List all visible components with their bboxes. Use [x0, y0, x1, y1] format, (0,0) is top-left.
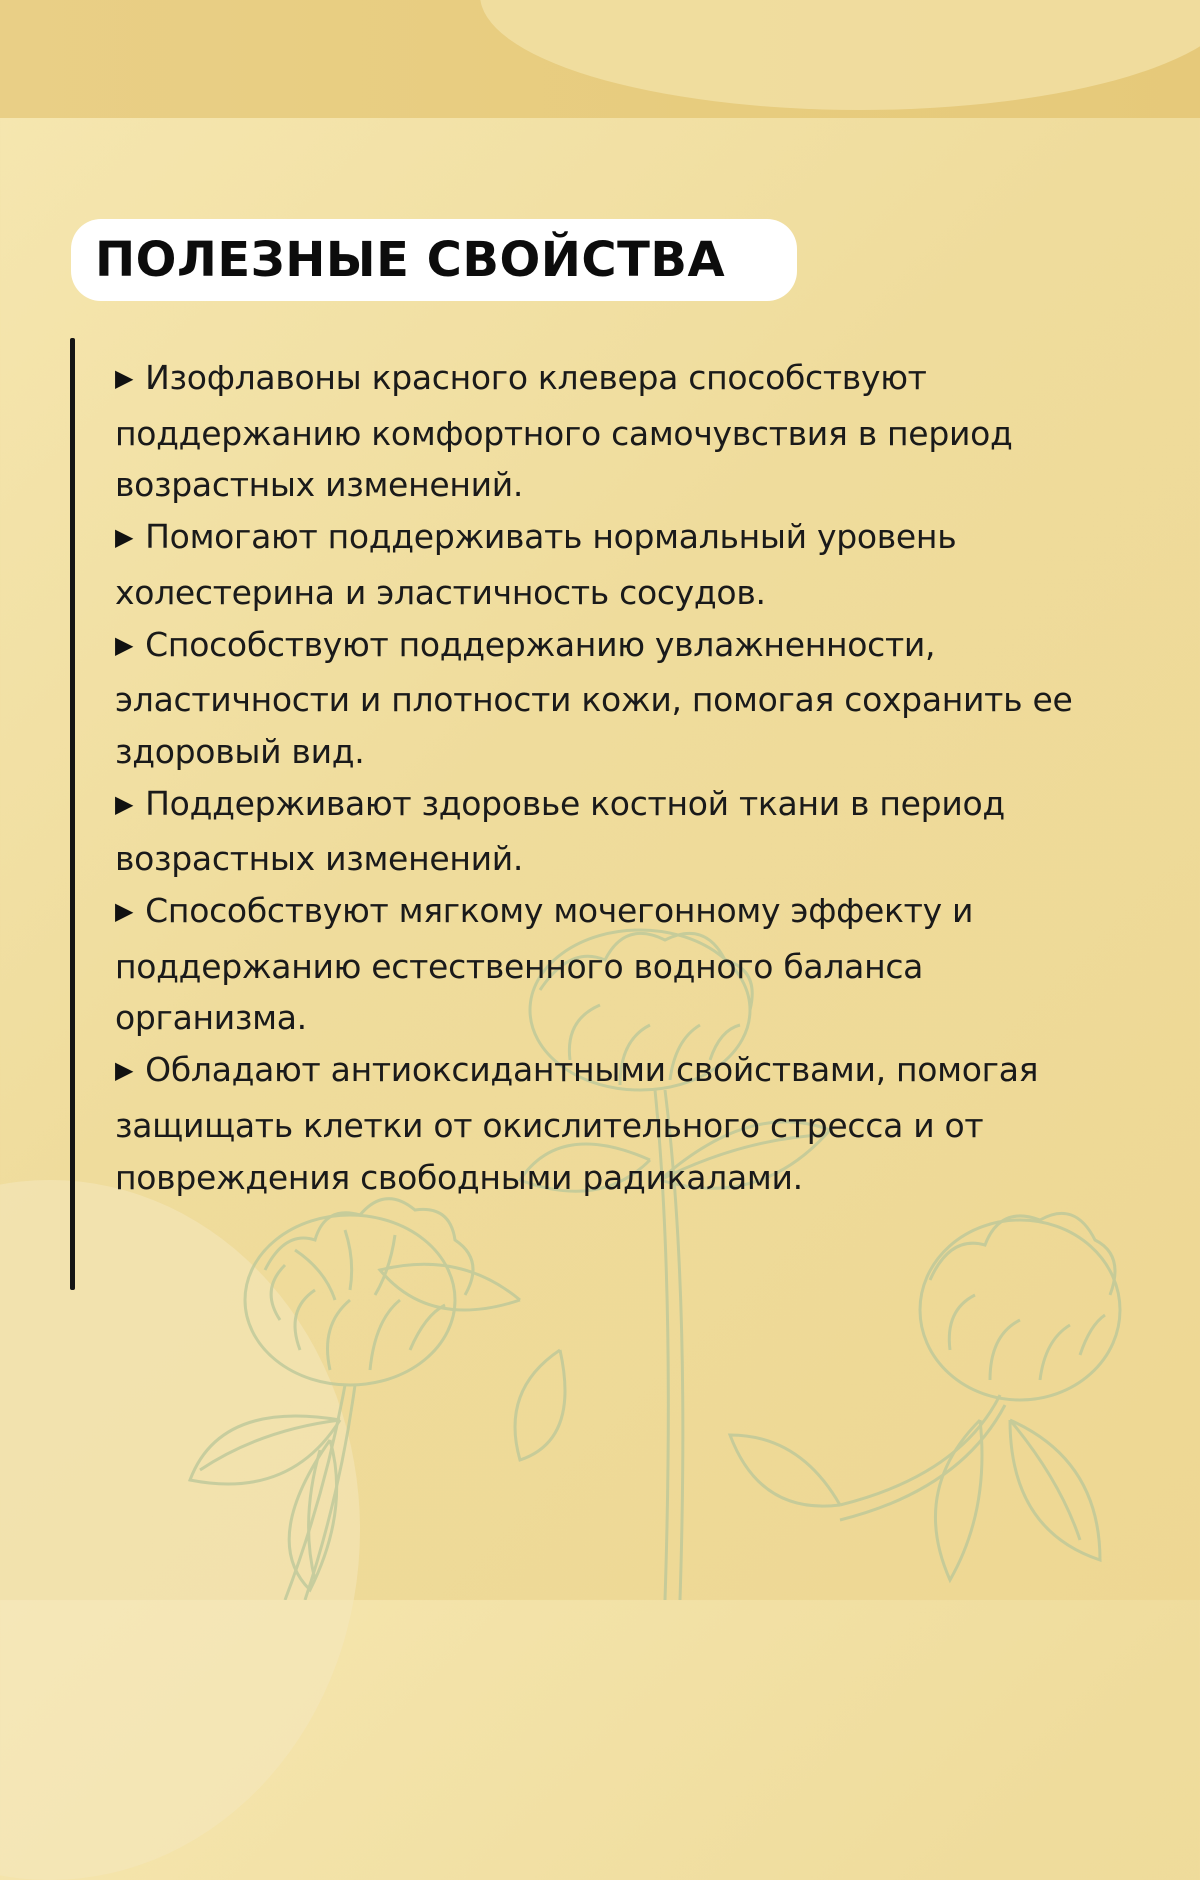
list-item-text: Помогают поддерживать нормальный уровень холестерина и эластичность сосудов.	[115, 517, 957, 612]
clover-flower-right	[730, 1213, 1120, 1580]
play-triangle-icon: ▶	[115, 523, 134, 552]
play-triangle-icon: ▶	[115, 789, 134, 818]
play-triangle-icon: ▶	[115, 364, 134, 392]
list-item-text: Обладают антиоксидантными свойствами, помогая защищать клетки от окислительного стресса и от повреждения свободными радикалами.	[115, 1050, 1039, 1197]
list-item	[115, 352, 1100, 511]
benefits-list	[115, 352, 1100, 1203]
list-item	[115, 619, 1100, 778]
title-badge	[71, 219, 797, 301]
clover-flower-left	[190, 1199, 473, 1600]
play-triangle-icon: ▶	[115, 897, 134, 926]
list-item	[115, 511, 1100, 618]
list-item-text: Способствуют поддержанию увлажненности, эластичности и плотности кожи, помогая сохранить ее здоровый вид.	[115, 624, 1073, 771]
list-item	[115, 778, 1100, 885]
list-item-text: Поддерживают здоровье костной ткани в период возрастных изменений.	[115, 783, 1005, 879]
list-item-text: Способствуют мягкому мочегонному эффекту и поддержанию естественного водного баланса организма.	[115, 891, 974, 1038]
list-item	[115, 1044, 1100, 1203]
accent-divider-line	[70, 338, 75, 1290]
page-title: ПОЛЕЗНЫЕ СВОЙСТВА	[95, 232, 726, 288]
list-item-text: Изофлавоны красного клевера способствуют поддержанию комфортного самочувствия в период возрастных изменений.	[115, 358, 1013, 505]
list-item	[115, 885, 1100, 1044]
play-triangle-icon: ▶	[115, 630, 134, 659]
play-triangle-icon: ▶	[115, 1056, 134, 1085]
